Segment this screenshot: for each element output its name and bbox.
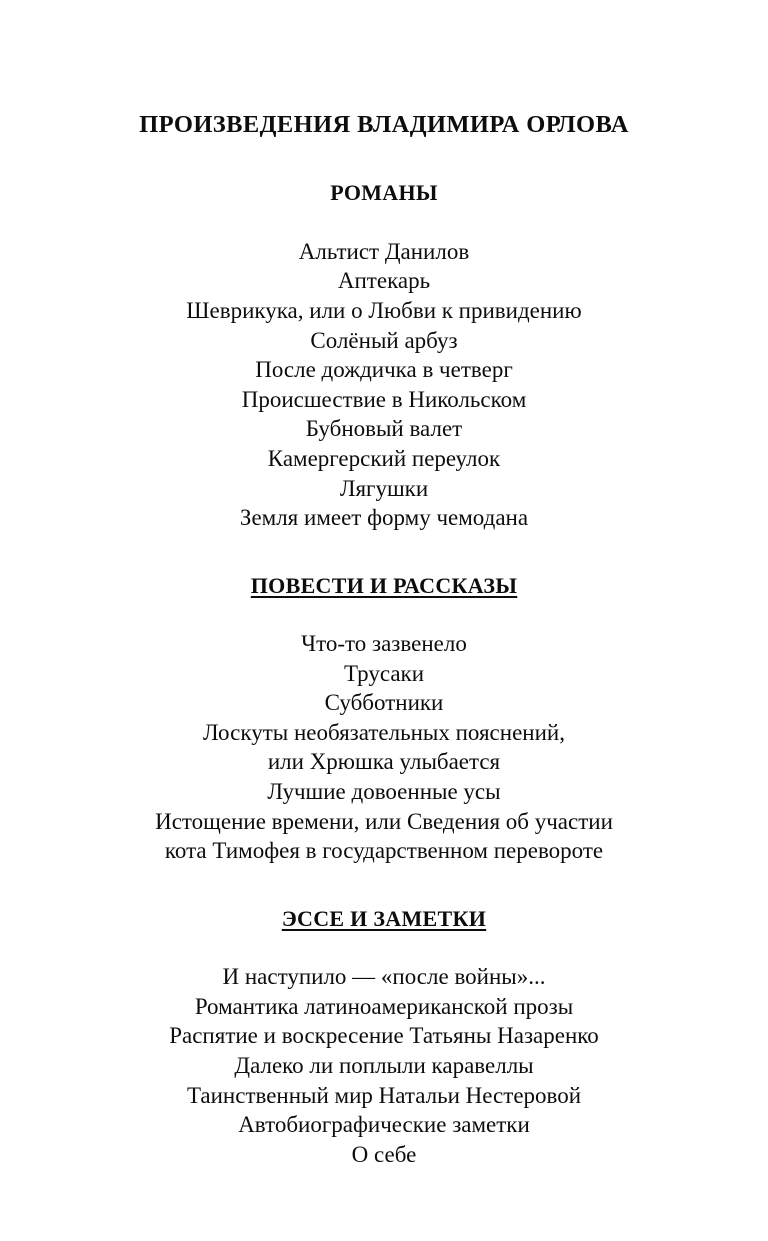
list-item: Что-то зазвенело	[301, 631, 467, 657]
list-item: Истощение времени, или Сведения об участии	[155, 808, 613, 834]
section-esse-i-zametki	[70, 906, 698, 1170]
list-item: Происшествие в Никольском	[241, 386, 527, 412]
section-heading-esse-i-zametki: ЭССЕ И ЗАМЕТКИ	[281, 905, 487, 931]
list-item: Таинственный мир Натальи Нестеровой	[186, 1082, 582, 1108]
list-item: Лягушки	[339, 475, 429, 501]
list-item: Камергерский переулок	[267, 445, 501, 471]
list-item: Распятие и воскресение Татьяны Назаренко	[169, 1023, 599, 1049]
list-item: или Хрюшка улыбается	[267, 749, 501, 775]
list-item: Субботники	[324, 690, 444, 716]
list-item: Альтист Данилов	[298, 238, 470, 264]
list-item: После дождичка в четверг	[255, 357, 513, 383]
section-heading-povesti-i-rasskazy: ПОВЕСТИ И РАССКАЗЫ	[250, 572, 518, 598]
list-item: Аптекарь	[337, 268, 431, 294]
list-item: Романтика латиноамериканской прозы	[194, 993, 574, 1019]
list-item: Земля имеет форму чемодана	[239, 505, 529, 531]
work-list-povesti-i-rasskazy	[70, 629, 698, 866]
section-romany	[70, 180, 698, 532]
list-item: Бубновый валет	[305, 416, 463, 442]
list-item: Солёный арбуз	[310, 327, 458, 353]
list-item: Далеко ли поплыли каравеллы	[234, 1053, 534, 1079]
list-item: Трусаки	[343, 660, 425, 686]
list-item: Шеврикука, или о Любви к привидению	[186, 297, 582, 323]
page-title: ПРОИЗВЕДЕНИЯ ВЛАДИМИРА ОРЛОВА	[139, 111, 629, 138]
list-item: Автобиографические заметки	[238, 1112, 530, 1138]
list-item: Лоскуты необязательных пояснений,	[203, 719, 565, 745]
list-item: кота Тимофея в государственном перевороте	[164, 838, 604, 864]
section-heading-romany: РОМАНЫ	[330, 180, 438, 206]
list-item: Лучшие довоенные усы	[267, 779, 501, 805]
work-list-romany	[70, 237, 698, 533]
list-item: О себе	[351, 1141, 417, 1167]
work-list-esse-i-zametki	[70, 962, 698, 1169]
list-item: И наступило — «после войны»...	[222, 964, 546, 990]
section-povesti-i-rasskazy	[70, 573, 698, 866]
